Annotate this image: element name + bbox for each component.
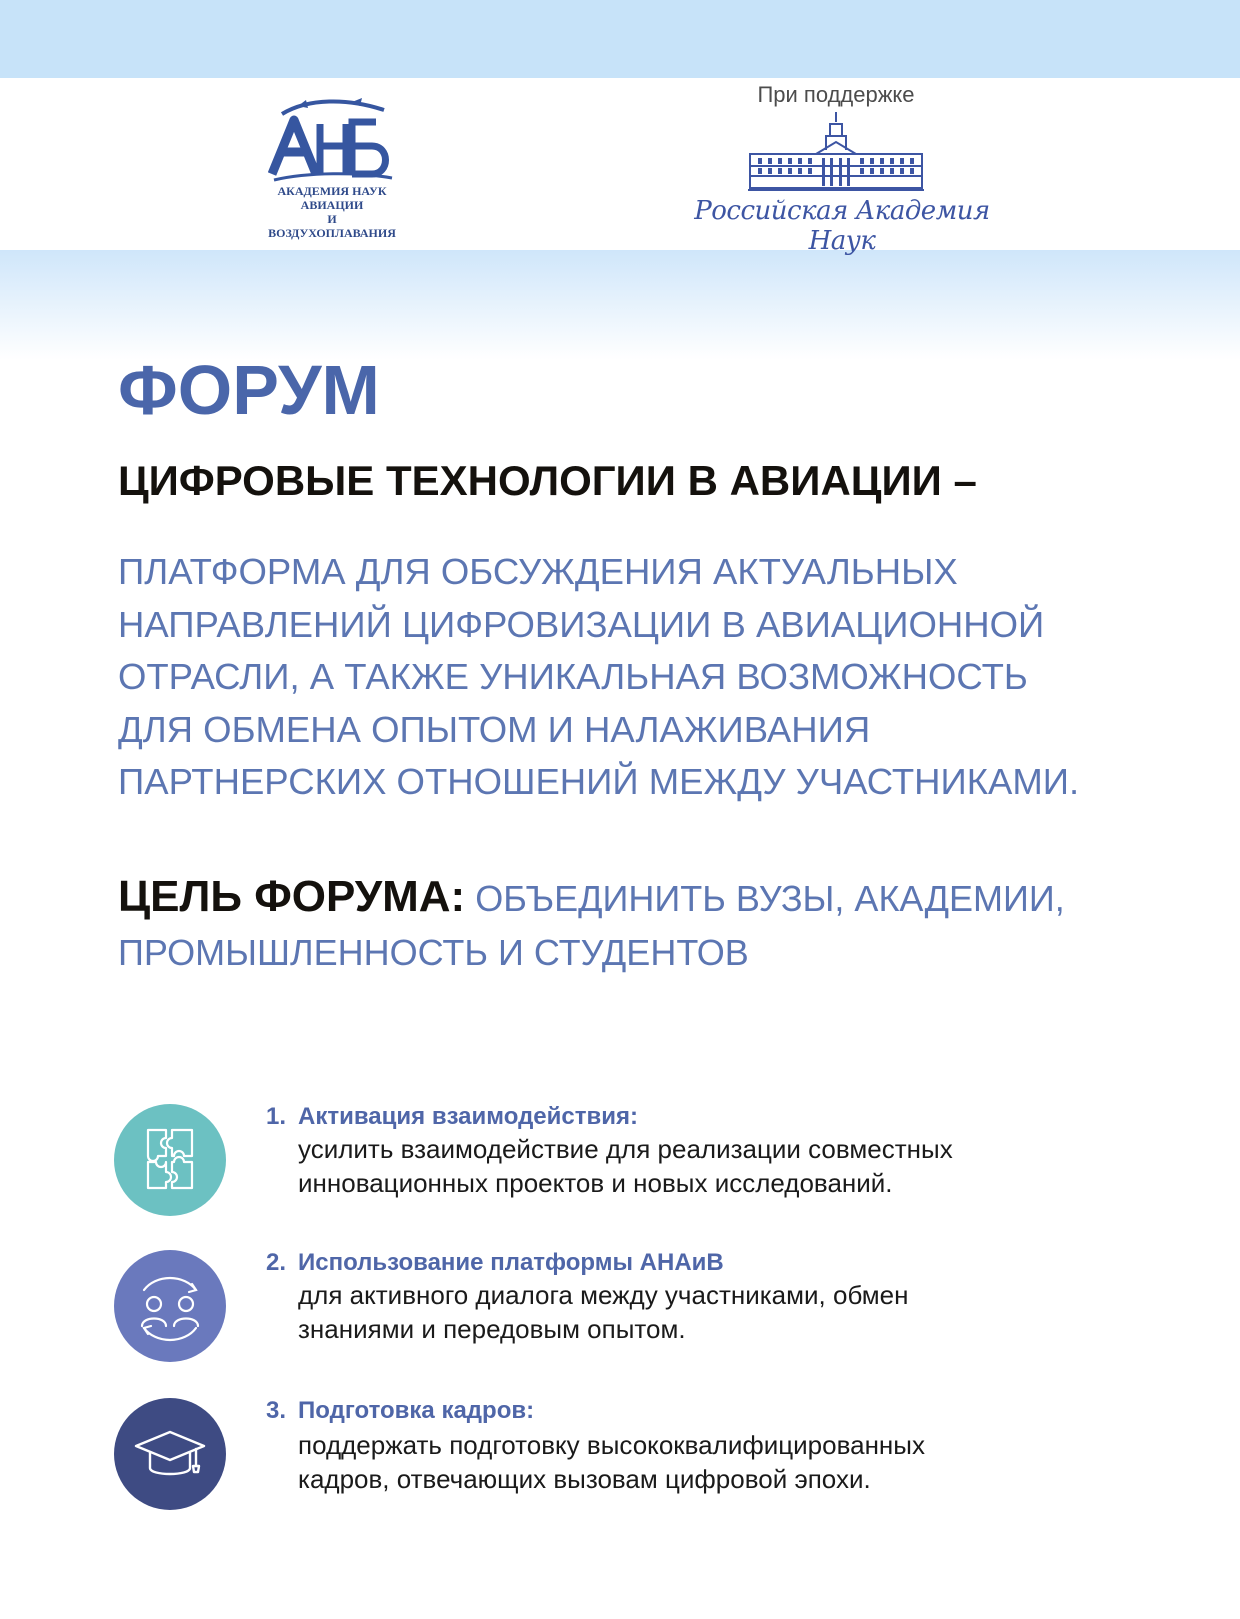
gradient-band bbox=[0, 250, 1240, 360]
forum-title: ФОРУМ bbox=[118, 351, 380, 429]
logo-strip bbox=[0, 78, 1240, 250]
intro-line: НАПРАВЛЕНИЙ ЦИФРОВИЗАЦИИ В АВИАЦИОННОЙ bbox=[118, 603, 1045, 645]
item-number: 2. bbox=[266, 1249, 287, 1276]
academy-name-line-2: АВИАЦИИ bbox=[300, 198, 364, 212]
people-exchange-icon bbox=[114, 1250, 226, 1362]
forum-subtitle: ЦИФРОВЫЕ ТЕХНОЛОГИИ В АВИАЦИИ – bbox=[118, 457, 977, 504]
item-number: 3. bbox=[266, 1397, 287, 1424]
academy-logo bbox=[262, 96, 402, 240]
intro-line: ОТРАСЛИ, А ТАКЖЕ УНИКАЛЬНАЯ ВОЗМОЖНОСТЬ bbox=[118, 656, 1028, 697]
ras-logo bbox=[676, 82, 1006, 256]
item-description-line: знаниями и передовым опытом. bbox=[298, 1314, 686, 1344]
item-description-line: усилить взаимодействие для реализации совместных bbox=[298, 1134, 953, 1164]
graduation-cap-icon bbox=[114, 1398, 226, 1510]
support-caption: При поддержке bbox=[757, 82, 915, 107]
academy-building-icon bbox=[746, 110, 926, 194]
intro-line: ПЛАТФОРМА ДЛЯ ОБСУЖДЕНИЯ АКТУАЛЬНЫХ bbox=[118, 551, 958, 592]
forum-goal bbox=[118, 870, 1158, 980]
goal-label: ЦЕЛЬ ФОРУМА: bbox=[118, 872, 466, 921]
item-description-line: кадров, отвечающих вызовам цифровой эпохи. bbox=[298, 1464, 871, 1494]
item-description-line: поддержать подготовку высококвалифицированных bbox=[298, 1430, 925, 1460]
item-title: Подготовка кадров: bbox=[298, 1397, 535, 1424]
academy-name-line-3: И ВОЗДУХОПЛАВАНИЯ bbox=[268, 212, 396, 240]
intro-line: ПАРТНЕРСКИХ ОТНОШЕНИЙ МЕЖДУ УЧАСТНИКАМИ. bbox=[118, 761, 1080, 802]
ras-script-lettering: Российская Академия Наук bbox=[694, 196, 990, 256]
goal-text: ОБЪЕДИНИТЬ ВУЗЫ, АКАДЕМИИ, bbox=[475, 878, 1065, 919]
top-color-band bbox=[0, 0, 1240, 78]
item-heading bbox=[266, 1397, 534, 1425]
intro-paragraph bbox=[118, 546, 1138, 809]
goal-line-1 bbox=[118, 870, 1158, 926]
item-description bbox=[298, 1428, 1118, 1496]
intro-line: ДЛЯ ОБМЕНА ОПЫТОМ И НАЛАЖИВАНИЯ bbox=[118, 708, 871, 750]
goal-line-2: ПРОМЫШЛЕННОСТЬ И СТУДЕНТОВ bbox=[118, 932, 749, 973]
academy-name-line-1: АКАДЕМИЯ НАУК bbox=[277, 184, 387, 198]
item-description bbox=[298, 1132, 1118, 1200]
academy-monogram-icon bbox=[268, 96, 396, 182]
item-description bbox=[298, 1278, 1118, 1346]
item-heading bbox=[266, 1249, 724, 1277]
item-heading bbox=[266, 1103, 638, 1131]
puzzle-icon bbox=[114, 1104, 226, 1216]
item-description-line: инновационных проектов и новых исследований. bbox=[298, 1168, 893, 1198]
academy-name bbox=[262, 184, 402, 240]
item-description-line: для активного диалога между участниками, обмен bbox=[298, 1280, 909, 1310]
item-title: Использование платформы АНАиВ bbox=[298, 1249, 724, 1276]
item-number: 1. bbox=[266, 1103, 287, 1130]
item-title: Активация взаимодействия: bbox=[298, 1103, 639, 1130]
